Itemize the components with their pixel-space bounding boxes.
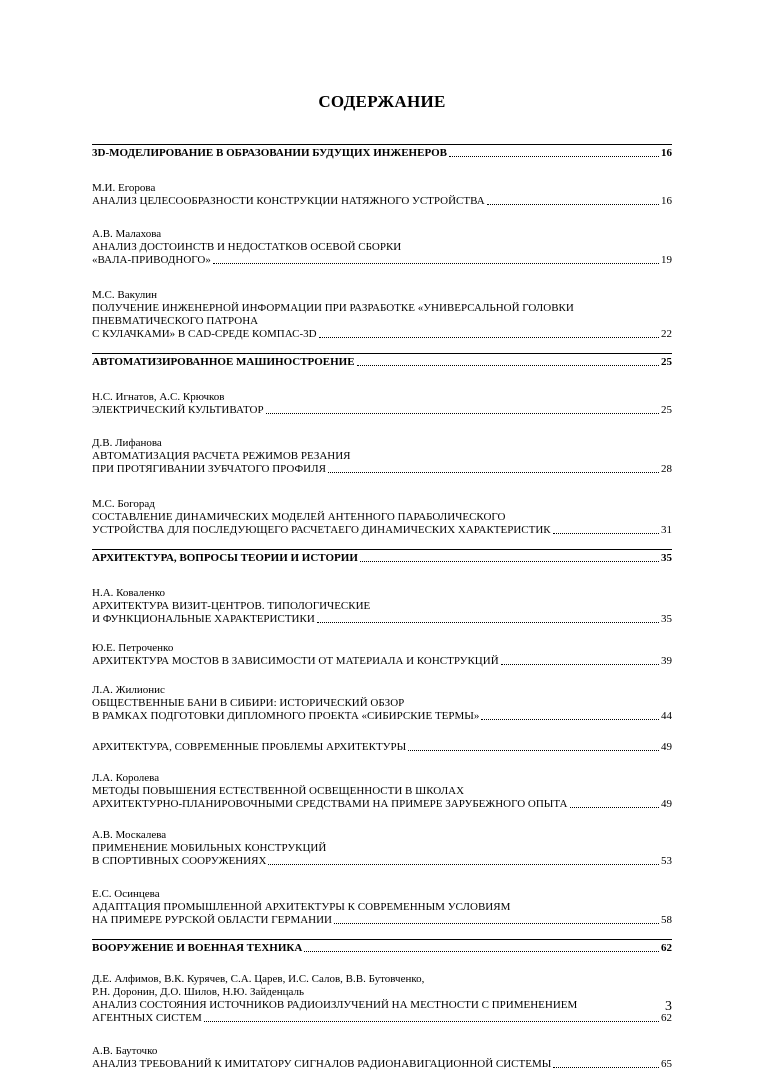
section-heading-page: 16 (661, 147, 672, 159)
section-rule (92, 353, 672, 354)
toc-entry (92, 772, 672, 811)
toc-entry (92, 829, 672, 868)
entry-title-link[interactable] (92, 798, 672, 811)
entry-title-link[interactable] (92, 404, 672, 417)
entry-title-link-text: И ФУНКЦИОНАЛЬНЫЕ ХАРАКТЕРИСТИКИ (92, 613, 315, 625)
entry-title-link[interactable] (92, 463, 672, 476)
entry-title-line: МЕТОДЫ ПОВЫШЕНИЯ ЕСТЕСТВЕННОЙ ОСВЕЩЕННОСТИ В ШКОЛАХ (92, 785, 465, 797)
entry-authors: Д.Е. Алфимов, В.К. Курячев, С.А. Царев, И.С. Салов, В.В. Бутовченко, (92, 973, 425, 985)
toc-entry (92, 1045, 672, 1071)
entry-title-line: ПРИМЕНЕНИЕ МОБИЛЬНЫХ КОНСТРУКЦИЙ (92, 842, 327, 854)
entry-title-link-page: 22 (661, 328, 672, 340)
entry-title-link[interactable] (92, 914, 672, 927)
dot-leader (268, 864, 659, 865)
entry-title-link-text: АРХИТЕКТУРА, СОВРЕМЕННЫЕ ПРОБЛЕМЫ АРХИТЕКТУРЫ (92, 741, 407, 753)
toc-entry (92, 587, 672, 626)
section-heading-text: АРХИТЕКТУРА, ВОПРОСЫ ТЕОРИИ И ИСТОРИИ (92, 552, 358, 564)
entry-title-link-text: ЭЛЕКТРИЧЕСКИЙ КУЛЬТИВАТОР (92, 404, 264, 416)
dot-leader (481, 719, 659, 720)
entry-title-line: ПОЛУЧЕНИЕ ИНЖЕНЕРНОЙ ИНФОРМАЦИИ ПРИ РАЗРАБОТКЕ «УНИВЕРСАЛЬНОЙ ГОЛОВКИ (92, 302, 574, 314)
section-heading[interactable] (92, 356, 672, 369)
dot-leader (328, 472, 659, 473)
entry-authors: Н.А. Коваленко (92, 587, 165, 599)
dot-leader (553, 533, 659, 534)
entry-title-link[interactable] (92, 741, 672, 754)
toc-entry (92, 228, 672, 267)
section-heading-page: 62 (661, 942, 672, 954)
entry-title-link[interactable] (92, 1058, 672, 1071)
dot-leader (553, 1067, 659, 1068)
entry-title-line: АРХИТЕКТУРА ВИЗИТ-ЦЕНТРОВ. ТИПОЛОГИЧЕСКИЕ (92, 600, 371, 612)
entry-title-link-text: С КУЛАЧКАМИ» В CAD-СРЕДЕ КОМПАС-3D (92, 328, 317, 340)
entry-title-link-text: АНАЛИЗ ЦЕЛЕСООБРАЗНОСТИ КОНСТРУКЦИИ НАТЯЖНОГО УСТРОЙСТВА (92, 195, 485, 207)
entry-title-link-text: «ВАЛА-ПРИВОДНОГО» (92, 254, 211, 266)
toc-entry (92, 289, 672, 341)
dot-leader (304, 951, 659, 952)
page-title: СОДЕРЖАНИЕ (318, 92, 446, 111)
section-spacer (92, 341, 672, 353)
entry-authors: Л.А. Королева (92, 772, 160, 784)
entry-title-link-page: 65 (661, 1058, 672, 1070)
toc-entry (92, 498, 672, 537)
entry-title-link[interactable] (92, 613, 672, 626)
toc-entry (92, 741, 672, 754)
dot-leader (334, 923, 659, 924)
entry-title-link-text: УСТРОЙСТВА ДЛЯ ПОСЛЕДУЮЩЕГО РАСЧЕТАЕГО ДИНАМИЧЕСКИХ ХАРАКТЕРИСТИК (92, 524, 551, 536)
entry-title-link-page: 16 (661, 195, 672, 207)
entry-title-link[interactable] (92, 1012, 672, 1025)
entry-authors: А.В. Бауточко (92, 1045, 158, 1057)
toc-entry (92, 642, 672, 668)
entry-title-link-text: ПРИ ПРОТЯГИВАНИИ ЗУБЧАТОГО ПРОФИЛЯ (92, 463, 326, 475)
section-spacer (92, 927, 672, 939)
entry-title-link[interactable] (92, 524, 672, 537)
entry-authors: М.С. Богорад (92, 498, 155, 510)
table-of-contents (92, 144, 672, 1071)
entry-title-link[interactable] (92, 195, 672, 208)
dot-leader (570, 807, 660, 808)
section-spacer (92, 537, 672, 549)
section-heading[interactable] (92, 552, 672, 565)
toc-entry (92, 391, 672, 417)
entry-title-link-text: АГЕНТНЫХ СИСТЕМ (92, 1012, 202, 1024)
dot-leader (408, 750, 659, 751)
dot-leader (501, 664, 659, 665)
entry-title-link-text: АРХИТЕКТУРНО-ПЛАНИРОВОЧНЫМИ СРЕДСТВАМИ НА ПРИМЕРЕ ЗАРУБЕЖНОГО ОПЫТА (92, 798, 568, 810)
entry-authors: Ю.Е. Петроченко (92, 642, 174, 654)
dot-leader (213, 263, 659, 264)
entry-authors: М.И. Егорова (92, 182, 156, 194)
entry-title-line: АВТОМАТИЗАЦИЯ РАСЧЕТА РЕЖИМОВ РЕЗАНИЯ (92, 450, 351, 462)
entry-title-link-page: 49 (661, 798, 672, 810)
toc-entry (92, 182, 672, 208)
entry-title-line: АНАЛИЗ СОСТОЯНИЯ ИСТОЧНИКОВ РАДИОИЗЛУЧЕНИЙ НА МЕСТНОСТИ С ПРИМЕНЕНИЕМ (92, 999, 578, 1011)
entry-title-line: АНАЛИЗ ДОСТОИНСТВ И НЕДОСТАТКОВ ОСЕВОЙ СБОРКИ (92, 241, 402, 253)
section-heading[interactable] (92, 942, 672, 955)
entry-title-link-page: 19 (661, 254, 672, 266)
entry-title-link-page: 44 (661, 710, 672, 722)
entry-title-link[interactable] (92, 254, 672, 267)
entry-title-link-text: АРХИТЕКТУРА МОСТОВ В ЗАВИСИМОСТИ ОТ МАТЕРИАЛА И КОНСТРУКЦИЙ (92, 655, 499, 667)
section-heading[interactable] (92, 147, 672, 160)
dot-leader (204, 1021, 659, 1022)
entry-authors: Л.А. Жилионис (92, 684, 165, 696)
section-rule (92, 549, 672, 550)
entry-title-line: СОСТАВЛЕНИЕ ДИНАМИЧЕСКИХ МОДЕЛЕЙ АНТЕННОГО ПАРАБОЛИЧЕСКОГО (92, 511, 506, 523)
dot-leader (360, 561, 659, 562)
entry-authors: Е.С. Осинцева (92, 888, 160, 900)
entry-authors: М.С. Вакулин (92, 289, 158, 301)
toc-entry (92, 684, 672, 723)
entry-title-link[interactable] (92, 710, 672, 723)
section-heading-text: АВТОМАТИЗИРОВАННОЕ МАШИНОСТРОЕНИЕ (92, 356, 355, 368)
entry-title-link-text: НА ПРИМЕРЕ РУРСКОЙ ОБЛАСТИ ГЕРМАНИИ (92, 914, 332, 926)
dot-leader (319, 337, 659, 338)
entry-authors: Р.Н. Доронин, Д.О. Шилов, Н.Ю. Зайденцаль (92, 986, 304, 998)
entry-title-link-text: АНАЛИЗ ТРЕБОВАНИЙ К ИМИТАТОРУ СИГНАЛОВ РАДИОНАВИГАЦИОННОЙ СИСТЕМЫ (92, 1058, 552, 1070)
entry-authors: А.В. Москалева (92, 829, 167, 841)
entry-title-link-page: 53 (661, 855, 672, 867)
entry-title-link-page: 39 (661, 655, 672, 667)
entry-title-link-page: 58 (661, 914, 672, 926)
section-heading-text: 3D-МОДЕЛИРОВАНИЕ В ОБРАЗОВАНИИ БУДУЩИХ ИНЖЕНЕРОВ (92, 147, 447, 159)
section-heading-page: 35 (661, 552, 672, 564)
section-rule (92, 144, 672, 145)
entry-title-link[interactable] (92, 855, 672, 868)
dot-leader (449, 156, 659, 157)
entry-title-link-text: В РАМКАХ ПОДГОТОВКИ ДИПЛОМНОГО ПРОЕКТА «СИБИРСКИЕ ТЕРМЫ» (92, 710, 480, 722)
entry-title-link-text: В СПОРТИВНЫХ СООРУЖЕНИЯХ (92, 855, 267, 867)
entry-title-link-page: 35 (661, 613, 672, 625)
entry-title-link-page: 62 (661, 1012, 672, 1024)
section-rule (92, 939, 672, 940)
toc-entry (92, 437, 672, 476)
entry-title-link-page: 49 (661, 741, 672, 753)
entry-title-line: АДАПТАЦИЯ ПРОМЫШЛЕННОЙ АРХИТЕКТУРЫ К СОВРЕМЕННЫМ УСЛОВИЯМ (92, 901, 511, 913)
entry-title-link-page: 28 (661, 463, 672, 475)
toc-entry (92, 973, 672, 1025)
dot-leader (487, 204, 659, 205)
section-heading-text: ВООРУЖЕНИЕ И ВОЕННАЯ ТЕХНИКА (92, 942, 303, 954)
dot-leader (317, 622, 659, 623)
entry-title-link-page: 25 (661, 404, 672, 416)
entry-title-link-page: 31 (661, 524, 672, 536)
entry-title-line: ОБЩЕСТВЕННЫЕ БАНИ В СИБИРИ: ИСТОРИЧЕСКИЙ ОБЗОР (92, 697, 405, 709)
entry-title-link[interactable] (92, 328, 672, 341)
entry-authors: Д.В. Лифанова (92, 437, 162, 449)
toc-entry (92, 888, 672, 927)
entry-title-line: ПНЕВМАТИЧЕСКОГО ПАТРОНА (92, 315, 259, 327)
page-number: 3 (665, 999, 672, 1014)
dot-leader (357, 365, 659, 366)
entry-title-link[interactable] (92, 655, 672, 668)
entry-authors: Н.С. Игнатов, А.С. Крючков (92, 391, 225, 403)
section-heading-page: 25 (661, 356, 672, 368)
dot-leader (266, 413, 659, 414)
entry-authors: А.В. Малахова (92, 228, 162, 240)
